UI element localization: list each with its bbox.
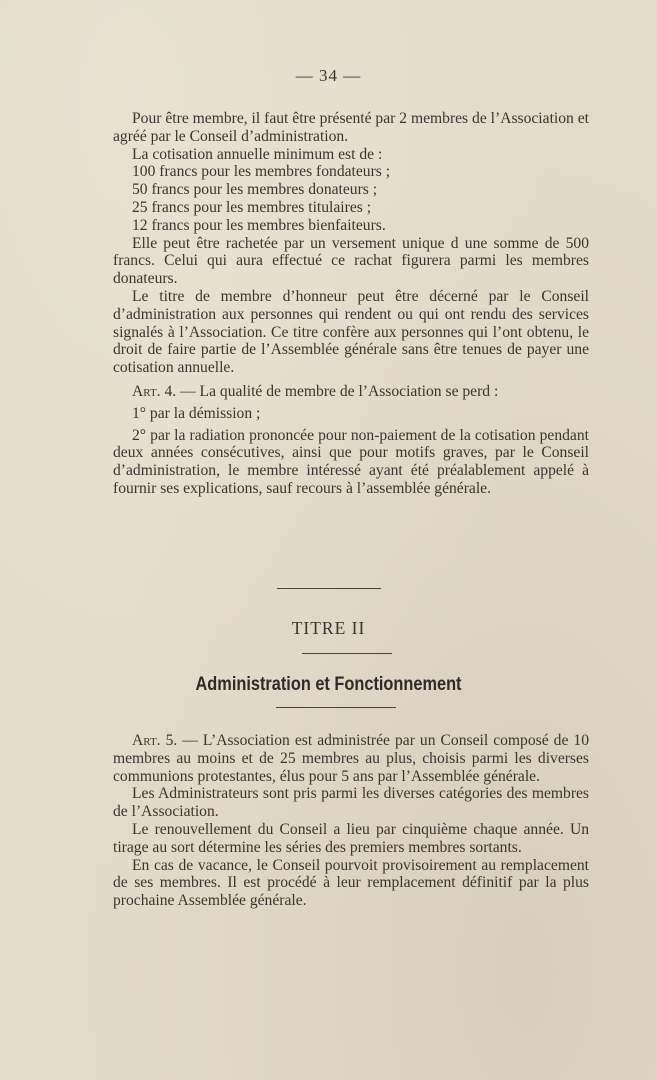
paragraph-rachat: Elle peut être rachetée par un versement unique d une somme de 500 francs. Celui qui aura effectué ce rachat figurera parmi les membres donateurs. xyxy=(113,234,589,288)
paragraph-cotisation-intro: La cotisation annuelle minimum est de : xyxy=(132,145,383,163)
page-number: — 34 — xyxy=(295,66,362,85)
list-item-bienfaiteurs: 12 francs pour les membres bienfaiteurs. xyxy=(132,216,386,234)
article-4-item-2: 2° par la radiation prononcée pour non-paiement de la cotisation pendant deux années consécutives, ainsi que pour motifs graves, par le Conseil d’administration, le membre intéressé ayant été préalablement appelé à fournir ses explications, sauf recours à l’assemblée générale. xyxy=(113,426,589,497)
article-4-label: Art. 4. xyxy=(132,382,177,400)
divider-rule-top xyxy=(277,588,381,589)
text-block-administration xyxy=(113,732,589,910)
section-title-number: TITRE II xyxy=(291,618,366,638)
divider-rule-title xyxy=(302,653,392,654)
article-5-text: — L’Association est administrée par un Conseil composé de 10 membres au moins et de 25 membres au plus, choisis parmi les diverses communions protestantes, élus pour 5 ans par l’Assemblée générale. xyxy=(113,732,589,785)
paragraph-administrateurs: Les Administrateurs sont pris parmi les diverses catégories des membres de l’Association. xyxy=(113,785,589,821)
paragraph-vacance: En cas de vacance, le Conseil pourvoit provisoirement au remplacement de ses membres. Il est procédé à leur remplacement définitif par la plus prochaine Assemblée générale. xyxy=(113,856,589,910)
article-4-item-1: 1° par la démission ; xyxy=(132,404,261,422)
article-4-text: — La qualité de membre de l’Association se perd : xyxy=(176,382,499,400)
article-5 xyxy=(113,732,589,785)
section-heading: Administration et Fonctionnement xyxy=(195,674,462,695)
list-item-fondateurs: 100 francs pour les membres fondateurs ; xyxy=(132,163,391,181)
list-item-donateurs: 50 francs pour les membres donateurs ; xyxy=(132,181,378,199)
paragraph-renouvellement: Le renouvellement du Conseil a lieu par cinquième chaque année. Un tirage au sort détermine les séries des premiers membres sortants. xyxy=(113,820,589,856)
paragraph-membre-honneur: Le titre de membre d’honneur peut être décerné par le Conseil d’administration aux personnes qui rendent ou qui ont rendu des services signalés à l’Association. Ce titre confère aux personnes qui l’ont obtenu, le droit de faire partie de l’Assemblée générale sans être tenues de payer une cotisation annuelle. xyxy=(113,287,589,377)
paragraph-membership-requirement: Pour être membre, il faut être présenté par 2 membres de l’Association et agréé par le Conseil d’administration. xyxy=(113,110,589,145)
article-5-label: Art. 5. xyxy=(132,732,178,749)
article-4 xyxy=(113,383,589,401)
text-block-membership xyxy=(113,110,589,498)
divider-rule-heading xyxy=(276,707,396,708)
list-item-titulaires: 25 francs pour les membres titulaires ; xyxy=(132,198,372,216)
